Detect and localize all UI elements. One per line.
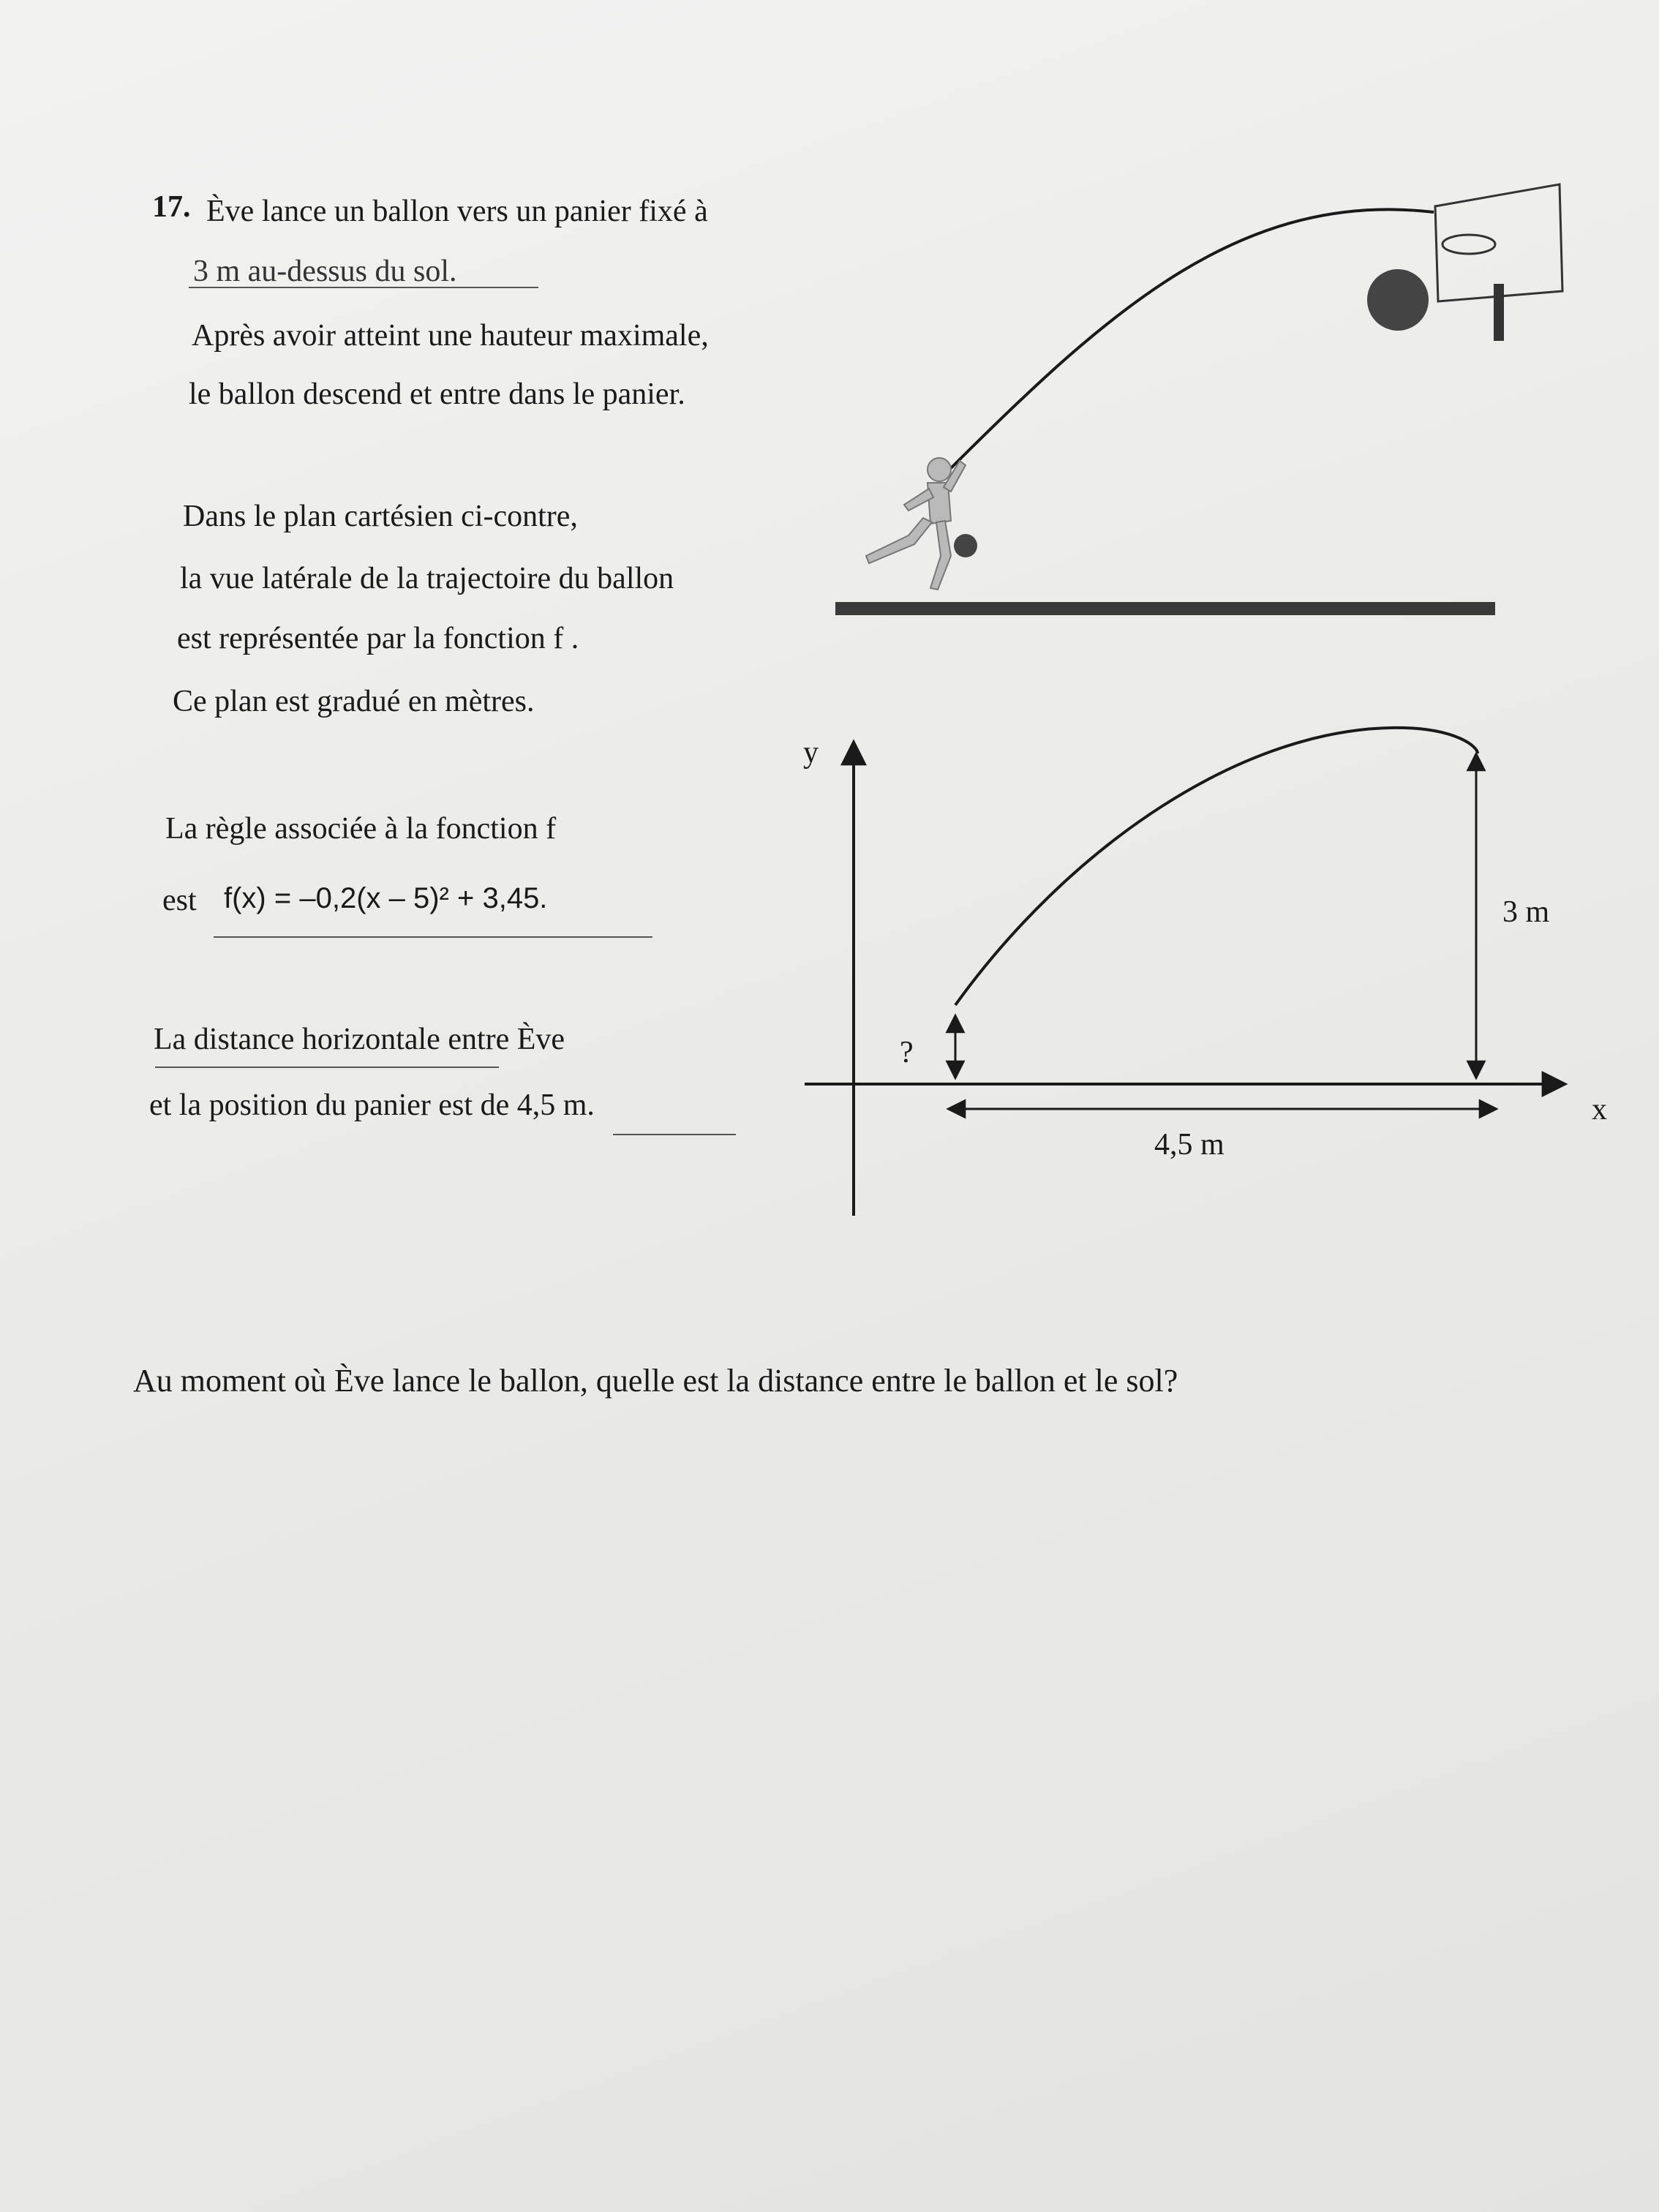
- ball-trajectory: [951, 209, 1434, 468]
- dribbled-ball: [954, 534, 977, 557]
- cartesian-plane: [803, 728, 1607, 1216]
- rule-intro: La règle associée à la fonction f: [165, 812, 557, 846]
- question-text: Au moment où Ève lance le ballon, quelle est la distance entre le ballon et le sol?: [133, 1363, 1178, 1399]
- hoop-post: [1494, 284, 1504, 341]
- ball-dark-circle: [1367, 269, 1429, 331]
- statement-line-5: Dans le plan cartésien ci-contre,: [183, 500, 578, 533]
- player-figure: [866, 458, 966, 590]
- floor-line: [835, 602, 1495, 615]
- statement-line-7: est représentée par la fonction f .: [177, 622, 579, 655]
- statement-line-4: le ballon descend et entre dans le panier.: [189, 377, 685, 411]
- statement-line-6: la vue latérale de la trajectoire du ballon: [180, 562, 674, 595]
- distance-line-1: La distance horizontale entre Ève: [154, 1023, 565, 1056]
- function-curve: [955, 728, 1478, 1005]
- statement-line-2: 3 m au-dessus du sol.: [193, 255, 457, 288]
- problem-number: 17.: [152, 190, 191, 224]
- distance-line-2: et la position du panier est de 4,5 m.: [149, 1088, 595, 1122]
- basketball-scene: [835, 184, 1562, 615]
- basket-height-label: 3 m: [1502, 895, 1550, 929]
- statement-line-8: Ce plan est gradué en mètres.: [173, 685, 535, 718]
- unknown-height-label: ?: [900, 1036, 914, 1069]
- horizontal-distance-label: 4,5 m: [1154, 1128, 1224, 1162]
- basket-hoop: [1442, 235, 1495, 254]
- rule-formula: f(x) = –0,2(x – 5)² + 3,45.: [224, 882, 548, 914]
- rule-prefix: est: [162, 884, 197, 917]
- y-axis-label: y: [803, 736, 819, 770]
- statement-line-3: Après avoir atteint une hauteur maximale,: [192, 319, 709, 353]
- x-axis-label: x: [1592, 1093, 1607, 1126]
- statement-line-1: Ève lance un ballon vers un panier fixé à: [206, 195, 708, 228]
